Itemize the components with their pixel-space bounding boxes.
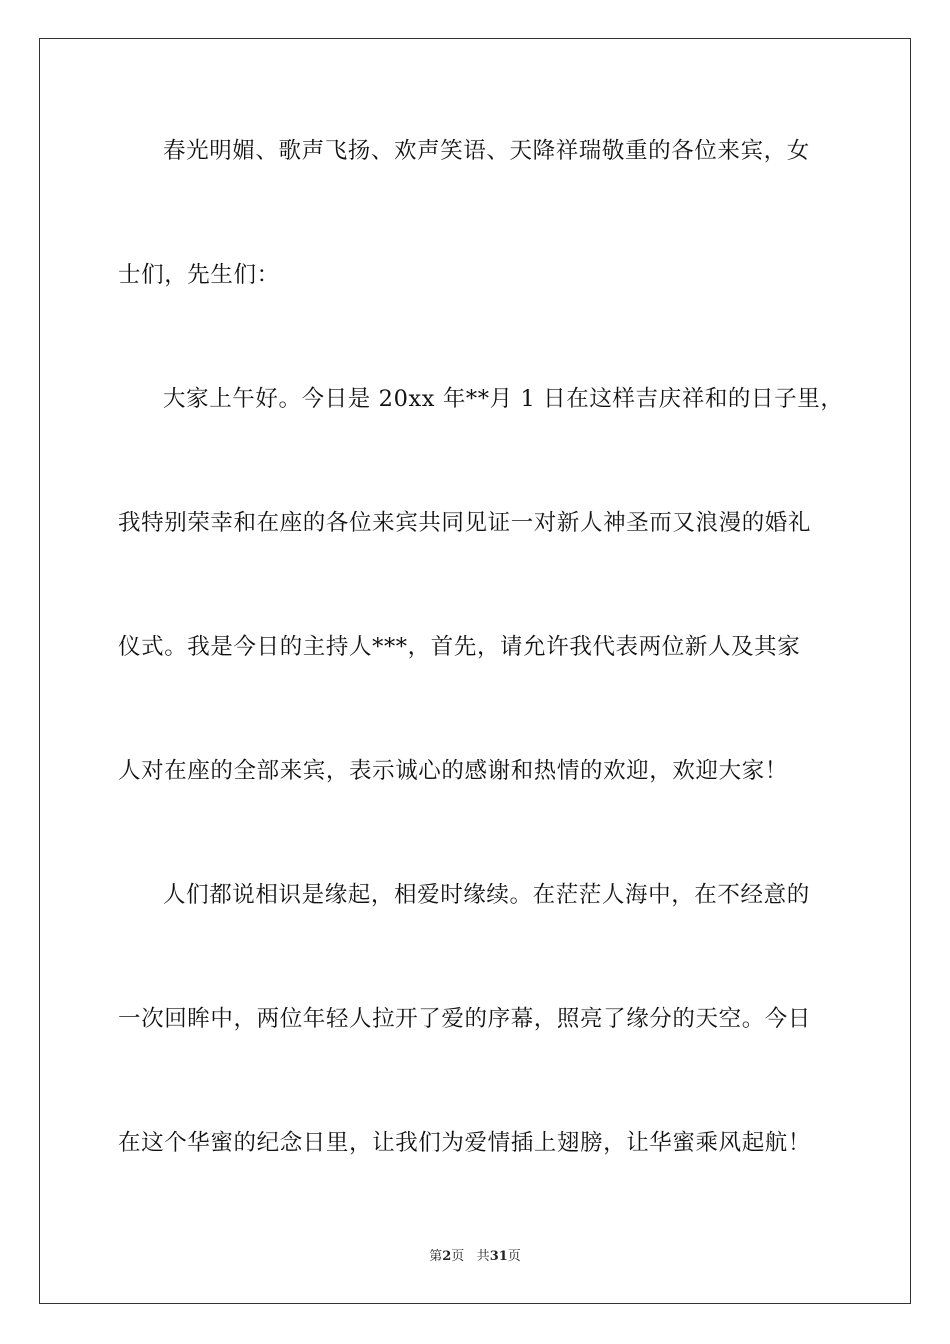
paragraph-1-line-2: 士们，先生们： — [118, 262, 280, 288]
page-suffix: 页 — [451, 1249, 465, 1264]
paragraph-2-line-3: 仪式。我是今日的主持人***，首先，请允许我代表两位新人及其家 — [118, 634, 801, 660]
paragraph-2-line-1: 大家上午好。今日是 20xx 年**月 1 日在这样吉庆祥和的日子里， — [163, 386, 844, 412]
paragraph-1-line-1: 春光明媚、歌声飞扬、欢声笑语、天降祥瑞敬重的各位来宾，女 — [163, 138, 810, 164]
paragraph-3-line-1: 人们都说相识是缘起，相爱时缘续。在茫茫人海中，在不经意的 — [163, 882, 810, 908]
total-suffix: 页 — [507, 1249, 521, 1264]
total-prefix: 共 — [476, 1249, 490, 1264]
page-number: 2 — [442, 1249, 452, 1264]
page-footer — [0, 1248, 950, 1266]
page-border — [39, 38, 911, 1304]
paragraph-2-line-2: 我特别荣幸和在座的各位来宾共同见证一对新人神圣而又浪漫的婚礼 — [118, 510, 812, 536]
paragraph-3-line-3: 在这个华蜜的纪念日里，让我们为爱情插上翅膀，让华蜜乘风起航！ — [118, 1130, 812, 1156]
paragraph-2-line-4: 人对在座的全部来宾，表示诚心的感谢和热情的欢迎，欢迎大家！ — [118, 758, 788, 784]
page-prefix: 第 — [429, 1249, 443, 1264]
total-pages: 31 — [489, 1249, 508, 1264]
paragraph-3-line-2: 一次回眸中，两位年轻人拉开了爱的序幕，照亮了缘分的天空。今日 — [118, 1006, 812, 1032]
